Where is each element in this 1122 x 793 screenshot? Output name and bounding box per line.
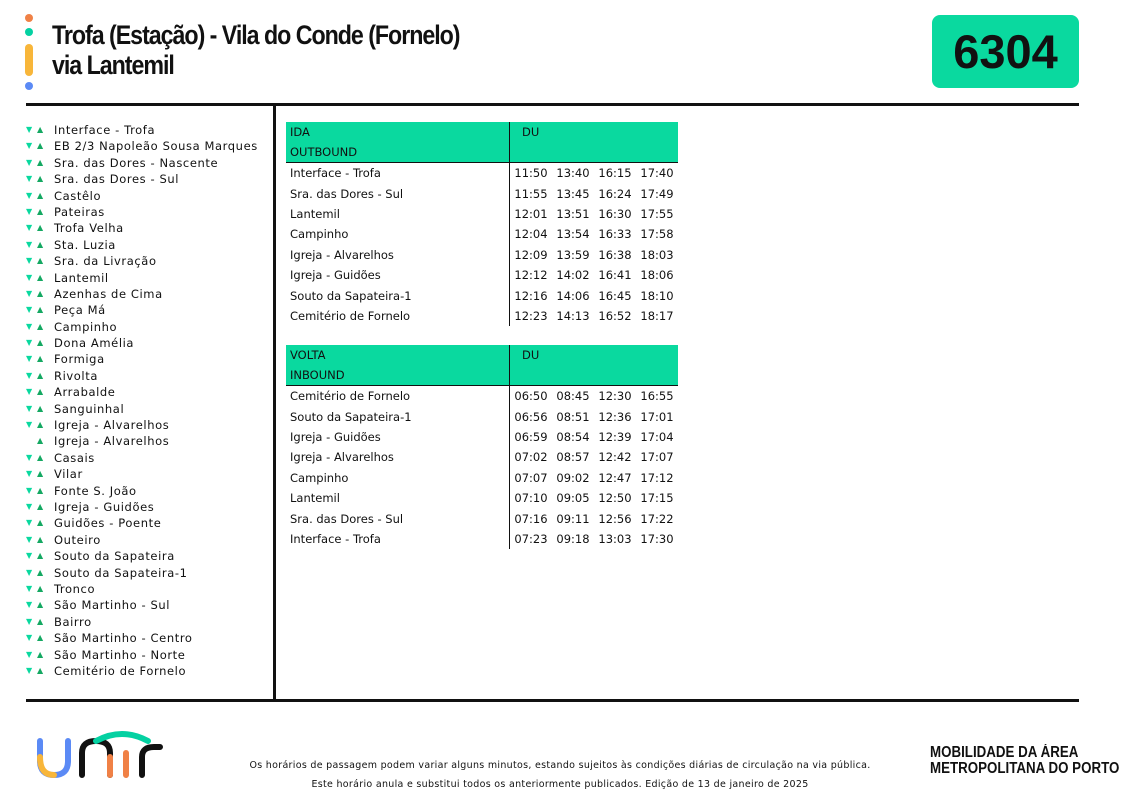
- arrow-down-icon: ▼: [26, 305, 33, 315]
- arrow-down-icon: ▼: [26, 420, 33, 430]
- arrow-up-icon: ▲: [37, 469, 44, 479]
- timetable-stop: Souto da Sapateira-1: [286, 285, 510, 305]
- route-title-line2: via Lantemil: [52, 50, 174, 80]
- departure-time: 13:54: [556, 227, 590, 242]
- stop-list-item: [26, 417, 271, 433]
- table-row: [286, 265, 678, 285]
- stop-list-item: [26, 368, 271, 384]
- departure-time: 08:51: [556, 409, 590, 424]
- stop-list-item: [26, 351, 271, 367]
- stop-name: Vilar: [54, 467, 83, 482]
- arrow-up-icon: ▲: [37, 600, 44, 610]
- table-row: [286, 183, 678, 203]
- arrow-up-icon: ▲: [37, 288, 44, 298]
- stop-name: Sra. da Livração: [54, 254, 157, 269]
- stop-list-item: [26, 335, 271, 351]
- stop-name: Trofa Velha: [54, 221, 124, 236]
- arrow-down-icon: ▼: [26, 190, 33, 200]
- stop-name: Outeiro: [54, 532, 101, 547]
- table-row: [286, 529, 678, 549]
- stop-name: Azenhas de Cima: [54, 286, 163, 301]
- arrow-down-icon: ▼: [26, 567, 33, 577]
- stop-name: Tronco: [54, 581, 96, 596]
- stop-list-item: [26, 515, 271, 531]
- stop-name: São Martinho - Norte: [54, 647, 186, 662]
- departure-time: 17:04: [640, 429, 674, 444]
- stop-name: Dona Amélia: [54, 336, 135, 351]
- arrow-down-icon: ▼: [26, 272, 33, 282]
- stop-name: Igreja - Alvarelhos: [54, 434, 170, 449]
- stop-list-item: [26, 171, 271, 187]
- arrow-up-icon: ▲: [37, 452, 44, 462]
- arrow-up-icon: ▲: [37, 305, 44, 315]
- stop-list-item: [26, 204, 271, 220]
- stop-list-item: [26, 483, 271, 499]
- departure-time: 11:55: [514, 186, 548, 201]
- stop-list-item: [26, 319, 271, 335]
- table-row: [286, 427, 678, 447]
- stop-list-item: [26, 433, 271, 449]
- table-row: [286, 406, 678, 426]
- stop-name: Formiga: [54, 352, 105, 367]
- departure-time: 06:56: [514, 409, 548, 424]
- arrow-up-icon: ▲: [37, 190, 44, 200]
- departure-time: 12:04: [514, 227, 548, 242]
- arrow-down-icon: ▼: [26, 600, 33, 610]
- departure-time: 09:18: [556, 531, 590, 546]
- arrow-up-icon: ▲: [37, 518, 44, 528]
- arrow-up-icon: ▲: [37, 633, 44, 643]
- arrow-up-icon: ▲: [37, 321, 44, 331]
- stop-list-item: [26, 253, 271, 269]
- departure-time: 12:42: [598, 450, 632, 465]
- day-type-label: DU: [510, 345, 679, 365]
- arrow-up-icon: ▲: [37, 583, 44, 593]
- direction-sublabel: INBOUND: [286, 365, 510, 386]
- departure-time: 12:56: [598, 511, 632, 526]
- departure-time: 18:06: [640, 268, 674, 283]
- arrow-up-icon: ▲: [37, 485, 44, 495]
- bottom-divider: [26, 699, 1079, 702]
- stop-list-item: [26, 532, 271, 548]
- table-row: [286, 306, 678, 326]
- inbound-timetable: [286, 345, 678, 549]
- arrow-down-icon: ▼: [26, 633, 33, 643]
- stop-name: Sra. das Dores - Sul: [54, 172, 180, 187]
- direction-label: IDA: [286, 122, 510, 142]
- unir-logo-graphic: [36, 727, 172, 783]
- subheader-blank: [510, 365, 679, 386]
- timetable-stop: Interface - Trofa: [286, 163, 510, 184]
- stop-name: Arrabalde: [54, 385, 116, 400]
- arrow-up-icon: ▲: [37, 551, 44, 561]
- arrow-down-icon: ▼: [26, 452, 33, 462]
- table-row: [286, 245, 678, 265]
- stop-name: Interface - Trofa: [54, 123, 156, 137]
- stop-name: EB 2/3 Napoleão Sousa Marques: [54, 139, 258, 154]
- arrow-up-icon: ▲: [37, 616, 44, 626]
- departure-time: 07:07: [514, 470, 548, 485]
- arrow-down-icon: ▼: [26, 616, 33, 626]
- arrow-down-icon: ▼: [26, 174, 33, 184]
- arrow-up-icon: ▲: [37, 501, 44, 511]
- stop-list-item: [26, 138, 271, 154]
- timetable-stop: Lantemil: [286, 488, 510, 508]
- arrow-down-icon: ▼: [26, 403, 33, 413]
- stop-list-item: [26, 384, 271, 400]
- departure-time: 16:52: [598, 308, 632, 323]
- departure-time: 11:50: [514, 166, 548, 181]
- departure-time: 16:30: [598, 206, 632, 221]
- arrow-down-icon: ▼: [26, 501, 33, 511]
- stop-list-item: [26, 450, 271, 466]
- stop-list-item: [26, 270, 271, 286]
- stop-list-item: [26, 499, 271, 515]
- departure-time: 09:05: [556, 491, 590, 506]
- route-title: [52, 20, 526, 80]
- arrow-up-icon: ▲: [37, 534, 44, 544]
- departure-time: 12:47: [598, 470, 632, 485]
- departure-time: 16:24: [598, 186, 632, 201]
- timetable-stop: Igreja - Guidões: [286, 265, 510, 285]
- timetable-stop: Igreja - Guidões: [286, 427, 510, 447]
- outbound-timetable: [286, 122, 678, 326]
- timetable-subheader-row: [286, 142, 678, 163]
- arrow-down-icon: ▼: [26, 649, 33, 659]
- arrow-down-icon: ▼: [26, 485, 33, 495]
- route-title-line1: Trofa (Estação) - Vila do Conde (Fornelo): [52, 20, 460, 50]
- departure-time: 16:55: [640, 389, 674, 404]
- arrow-up-icon: ▲: [37, 256, 44, 266]
- table-row: [286, 224, 678, 244]
- subheader-blank: [510, 142, 679, 163]
- arrow-down-icon: ▼: [26, 223, 33, 233]
- arrow-up-icon: ▲: [37, 141, 44, 151]
- stop-list-item: [26, 302, 271, 318]
- table-row: [286, 488, 678, 508]
- stop-list-item: [26, 581, 271, 597]
- departure-time: 12:12: [514, 268, 548, 283]
- arrow-down-icon: ▼: [26, 288, 33, 298]
- table-row: [286, 163, 678, 184]
- stop-name: Sanguinhal: [54, 401, 125, 416]
- departure-time: 13:03: [598, 531, 632, 546]
- stop-name: Campinho: [54, 319, 118, 334]
- departure-time: 13:51: [556, 206, 590, 221]
- departure-time: 08:57: [556, 450, 590, 465]
- stop-name: Castêlo: [54, 188, 102, 203]
- stop-list-item: [26, 548, 271, 564]
- amp-logo-line1: MOBILIDADE DA ÁREA: [930, 744, 1079, 761]
- arrow-down-icon: ▼: [26, 518, 33, 528]
- departure-time: 07:10: [514, 491, 548, 506]
- arrow-up-icon: ▲: [37, 665, 44, 675]
- table-row: [286, 285, 678, 305]
- departure-time: 16:41: [598, 268, 632, 283]
- arrow-up-icon: ▲: [37, 649, 44, 659]
- vertical-divider: [273, 106, 276, 702]
- stop-list-item: [26, 122, 271, 138]
- arrow-up-icon: ▲: [37, 436, 44, 446]
- stop-name: Guidões - Poente: [54, 516, 162, 531]
- arrow-down-icon: ▼: [26, 551, 33, 561]
- departure-time: 12:39: [598, 429, 632, 444]
- stop-name: Sra. das Dores - Nascente: [54, 155, 219, 170]
- brand-dots: [22, 14, 36, 94]
- departure-time: 12:30: [598, 389, 632, 404]
- departure-time: 18:03: [640, 247, 674, 262]
- departure-time: 17:12: [640, 470, 674, 485]
- departure-time: 09:11: [556, 511, 590, 526]
- departure-time: 16:38: [598, 247, 632, 262]
- departure-time: 17:01: [640, 409, 674, 424]
- arrow-up-icon: ▲: [37, 370, 44, 380]
- direction-sublabel: OUTBOUND: [286, 142, 510, 163]
- timetable-stop: Interface - Trofa: [286, 529, 510, 549]
- timetable-stop: Cemitério de Fornelo: [286, 386, 510, 407]
- departure-time: 14:02: [556, 268, 590, 283]
- yellow-bar: [25, 44, 33, 76]
- departure-time: 17:07: [640, 450, 674, 465]
- timetable-stop: Sra. das Dores - Sul: [286, 183, 510, 203]
- stop-name: Souto da Sapateira-1: [54, 565, 188, 580]
- timetable-subheader-row: [286, 365, 678, 386]
- departure-time: 06:59: [514, 429, 548, 444]
- arrow-down-icon: ▼: [26, 256, 33, 266]
- timetable-stop: Souto da Sapateira-1: [286, 406, 510, 426]
- stop-list-item: [26, 155, 271, 171]
- table-row: [286, 447, 678, 467]
- stop-name: São Martinho - Sul: [54, 598, 171, 613]
- arrow-down-icon: ▼: [26, 665, 33, 675]
- departure-time: 17:22: [640, 511, 674, 526]
- departure-time: 12:09: [514, 247, 548, 262]
- stop-name: Pateiras: [54, 204, 105, 219]
- departure-time: 14:06: [556, 288, 590, 303]
- arrow-up-icon: ▲: [37, 239, 44, 249]
- timetable-header-row: [286, 345, 678, 365]
- stop-list-item: [26, 663, 271, 679]
- arrow-down-icon: ▼: [26, 387, 33, 397]
- departure-time: 17:30: [640, 531, 674, 546]
- departure-time: 14:13: [556, 308, 590, 323]
- arrow-down-icon: ▼: [26, 157, 33, 167]
- departure-time: 07:16: [514, 511, 548, 526]
- amp-logo: [930, 745, 1119, 777]
- top-divider: [26, 103, 1079, 106]
- arrow-down-icon: ▼: [26, 125, 33, 134]
- timetable-stop: Sra. das Dores - Sul: [286, 508, 510, 528]
- timetable-stop: Campinho: [286, 468, 510, 488]
- stop-name: Casais: [54, 450, 95, 465]
- arrow-up-icon: ▲: [37, 338, 44, 348]
- stop-list-item: [26, 220, 271, 236]
- departure-time: 16:45: [598, 288, 632, 303]
- departure-time: 18:17: [640, 308, 674, 323]
- stop-name: Cemitério de Fornelo: [54, 663, 187, 678]
- stop-list-item: [26, 597, 271, 613]
- departure-time: 09:02: [556, 470, 590, 485]
- arrow-up-icon: ▲: [37, 420, 44, 430]
- green-dot: [25, 28, 33, 36]
- stop-name: Lantemil: [54, 270, 109, 285]
- departure-time: 17:40: [640, 166, 674, 181]
- stop-name: Souto da Sapateira: [54, 549, 175, 564]
- arrow-down-icon: ▼: [26, 239, 33, 249]
- day-type-label: DU: [510, 122, 679, 142]
- stop-name: São Martinho - Centro: [54, 631, 193, 646]
- departure-time: 12:01: [514, 206, 548, 221]
- table-row: [286, 508, 678, 528]
- stop-name: Peça Má: [54, 303, 106, 318]
- direction-label: VOLTA: [286, 345, 510, 365]
- stop-list-item: [26, 466, 271, 482]
- arrow-down-icon: ▼: [26, 534, 33, 544]
- blue-dot: [25, 82, 33, 90]
- arrow-up-icon: ▲: [37, 387, 44, 397]
- arrow-down-icon: ▼: [26, 469, 33, 479]
- arrow-up-icon: ▲: [37, 157, 44, 167]
- departure-time: 18:10: [640, 288, 674, 303]
- departure-time: 17:58: [640, 227, 674, 242]
- departure-time: 07:23: [514, 531, 548, 546]
- arrow-down-icon: ▼: [26, 321, 33, 331]
- arrow-down-icon: ▼: [26, 141, 33, 151]
- stop-list-item: [26, 401, 271, 417]
- departure-time: 12:36: [598, 409, 632, 424]
- departure-time: 13:59: [556, 247, 590, 262]
- stop-list-item: [26, 237, 271, 253]
- stop-list-item: [26, 647, 271, 663]
- timetable-stop: Campinho: [286, 224, 510, 244]
- arrow-up-icon: ▲: [37, 125, 44, 134]
- table-row: [286, 204, 678, 224]
- arrow-up-icon: ▲: [37, 272, 44, 282]
- departure-time: 12:23: [514, 308, 548, 323]
- table-row: [286, 386, 678, 407]
- timetable-stop: Lantemil: [286, 204, 510, 224]
- departure-time: 06:50: [514, 389, 548, 404]
- stop-list-item: [26, 565, 271, 581]
- arrow-down-icon: ▼: [26, 370, 33, 380]
- departure-time: 17:55: [640, 206, 674, 221]
- arrow-up-icon: ▲: [37, 174, 44, 184]
- arrow-down-icon: ▼: [26, 354, 33, 364]
- timetable-stop: Igreja - Alvarelhos: [286, 245, 510, 265]
- timetable-stop: Igreja - Alvarelhos: [286, 447, 510, 467]
- footer-note-2: Este horário anula e substitui todos os anteriormente publicados. Edição de 13 de janeiro de 2025: [311, 779, 809, 790]
- arrow-down-icon: ▼: [26, 206, 33, 216]
- departure-time: 12:50: [598, 491, 632, 506]
- departure-time: 13:40: [556, 166, 590, 181]
- footer-note-1: Os horários de passagem podem variar alguns minutos, estando sujeitos às condições diárias de circulação na via pública.: [249, 760, 871, 771]
- stop-name: Fonte S. João: [54, 483, 137, 498]
- stop-name: Bairro: [54, 614, 92, 629]
- departure-time: 16:15: [598, 166, 632, 181]
- departure-time: 12:16: [514, 288, 548, 303]
- stop-list-item: [26, 286, 271, 302]
- timetable-header-row: [286, 122, 678, 142]
- arrow-up-icon: ▲: [37, 223, 44, 233]
- arrow-up-icon: ▲: [37, 567, 44, 577]
- stop-name: Igreja - Guidões: [54, 499, 155, 514]
- departure-time: 13:45: [556, 186, 590, 201]
- orange-dot: [25, 14, 33, 22]
- stop-list-item: [26, 630, 271, 646]
- table-row: [286, 468, 678, 488]
- stop-name: Rivolta: [54, 368, 98, 383]
- departure-time: 07:02: [514, 450, 548, 465]
- stop-name: Sta. Luzia: [54, 237, 116, 252]
- arrow-down-icon: ▼: [26, 338, 33, 348]
- arrow-up-icon: ▲: [37, 403, 44, 413]
- unir-logo: [36, 727, 172, 787]
- stop-name: Igreja - Alvarelhos: [54, 418, 170, 433]
- route-number-badge: 6304: [932, 15, 1079, 88]
- stop-list: [26, 122, 271, 679]
- stop-list-item: [26, 188, 271, 204]
- arrow-up-icon: ▲: [37, 206, 44, 216]
- departure-time: 17:49: [640, 186, 674, 201]
- arrow-up-icon: ▲: [37, 354, 44, 364]
- departure-time: 08:45: [556, 389, 590, 404]
- arrow-down-icon: ▼: [26, 583, 33, 593]
- arrow-down-icon: [26, 433, 35, 449]
- stop-list-item: [26, 614, 271, 630]
- departure-time: 17:15: [640, 491, 674, 506]
- timetable-stop: Cemitério de Fornelo: [286, 306, 510, 326]
- departure-time: 16:33: [598, 227, 632, 242]
- departure-time: 08:54: [556, 429, 590, 444]
- amp-logo-line2: METROPOLITANA DO PORTO: [930, 760, 1120, 777]
